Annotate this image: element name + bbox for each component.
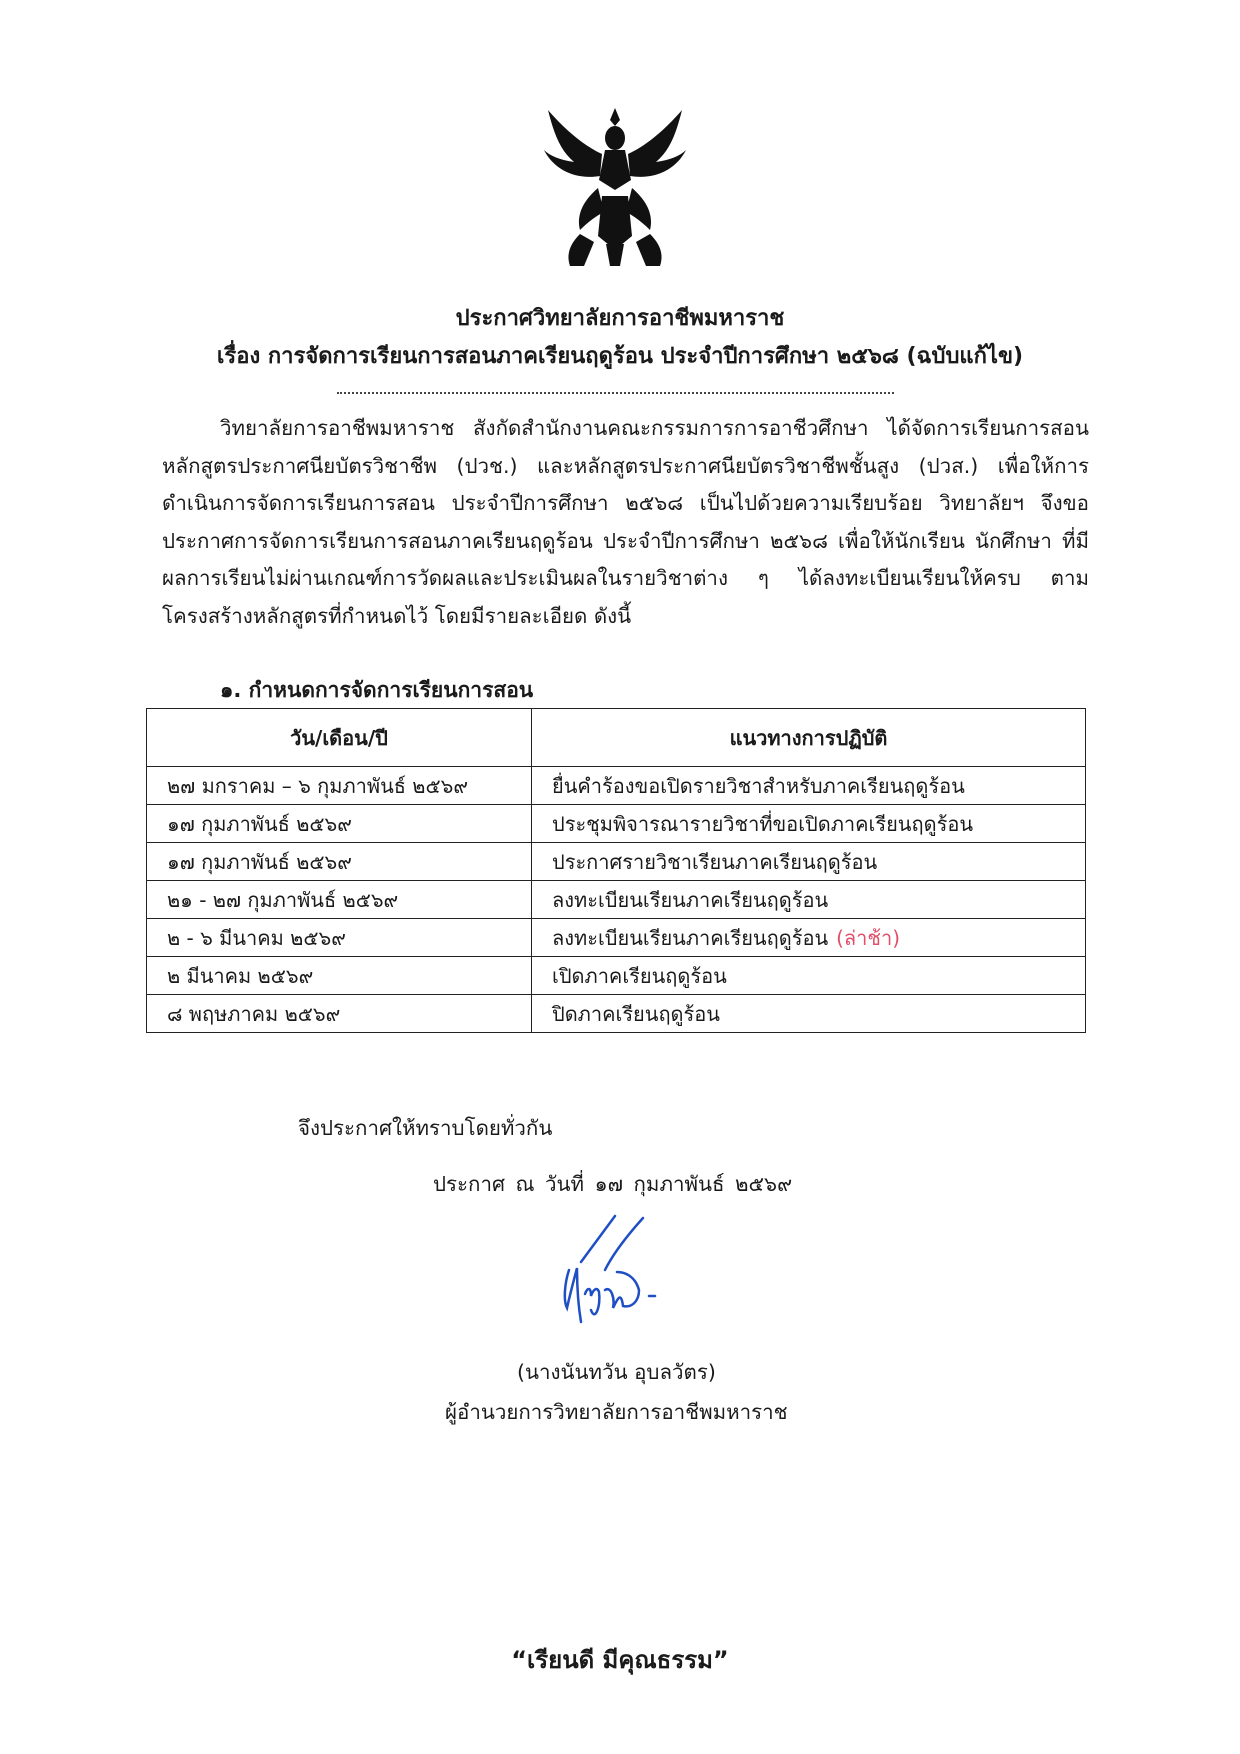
row-action-cell xyxy=(532,995,1086,1033)
row-action: ลงทะเบียนเรียนภาคเรียนฤดูร้อน xyxy=(552,925,829,950)
table-row xyxy=(147,995,1086,1033)
section-heading: ๑. กำหนดการจัดการเรียนการสอน xyxy=(220,678,534,702)
footer-motto: “เรียนดี มีคุณธรรม” xyxy=(511,1646,729,1674)
signature xyxy=(555,1210,705,1334)
table-row xyxy=(147,767,1086,805)
row-date: ๑๗ กุมภาพันธ์ ๒๕๖๙ xyxy=(147,843,532,881)
header-date: วัน/เดือน/ปี xyxy=(147,709,532,767)
announcement-title: ประกาศวิทยาลัยการอาชีพมหาราช xyxy=(455,306,785,331)
announcement-subject: เรื่อง การจัดการเรียนการสอนภาคเรียนฤดูร้อน ประจำปีการศึกษา ๒๕๖๘ (ฉบับแก้ไข) xyxy=(216,344,1024,369)
row-action: ประชุมพิจารณารายวิชาที่ขอเปิดภาคเรียนฤดูร้อน xyxy=(552,811,973,836)
garuda-emblem-icon xyxy=(540,104,690,274)
announcement-date: ประกาศ ณ วันที่ ๑๗ กุมภาพันธ์ ๒๕๖๙ xyxy=(433,1172,793,1196)
row-action: ปิดภาคเรียนฤดูร้อน xyxy=(552,1001,720,1026)
dotted-divider xyxy=(337,392,894,394)
late-note: (ล่าช้า) xyxy=(836,925,901,950)
schedule-table xyxy=(146,708,1086,1033)
closing-statement: จึงประกาศให้ทราบโดยทั่วกัน xyxy=(298,1116,553,1140)
signer-position: ผู้อำนวยการวิทยาลัยการอาชีพมหาราช xyxy=(445,1400,788,1424)
table-row xyxy=(147,919,1086,957)
row-action-cell xyxy=(532,767,1086,805)
body-paragraph: วิทยาลัยการอาชีพมหาราช สังกัดสำนักงานคณะกรรมการการอาชีวศึกษา ได้จัดการเรียนการสอน หลักสูตรประกาศนียบัตรวิชาชีพ (ปวช.) และหลักสูตรประกาศนียบัตรวิชาชีพชั้นสูง (ปวส.) เพื่อให้การดำเนินการจัดการเรียนการสอน ประจำปีการศึกษา ๒๕๖๘ เป็นไปด้วยความเรียบร้อย วิทยาลัยฯ จึงขอประกาศการจัดการเรียนการสอนภาคเรียนฤดูร้อน ประจำปีการศึกษา ๒๕๖๘ เพื่อให้นักเรียน นักศึกษา ที่มีผลการเรียนไม่ผ่านเกณฑ์การวัดผลและประเมินผลในรายวิชาต่าง ๆ ได้ลงทะเบียนเรียนให้ครบ ตามโครงสร้างหลักสูตรที่กำหนดไว้ โดยมีรายละเอียด ดังนี้ xyxy=(162,416,1089,628)
table-row xyxy=(147,843,1086,881)
row-date: ๒ มีนาคม ๒๕๖๙ xyxy=(147,957,532,995)
row-date: ๒๗ มกราคม – ๖ กุมภาพันธ์ ๒๕๖๙ xyxy=(147,767,532,805)
table-header-row xyxy=(147,709,1086,767)
row-action: ลงทะเบียนเรียนภาคเรียนฤดูร้อน xyxy=(552,887,829,912)
row-action-cell xyxy=(532,957,1086,995)
row-action: ยื่นคำร้องขอเปิดรายวิชาสำหรับภาคเรียนฤดูร้อน xyxy=(552,773,965,798)
row-action-cell xyxy=(532,805,1086,843)
row-date: ๒๑ - ๒๗ กุมภาพันธ์ ๒๕๖๙ xyxy=(147,881,532,919)
table-row xyxy=(147,805,1086,843)
table-row xyxy=(147,881,1086,919)
table-row xyxy=(147,957,1086,995)
row-action-cell xyxy=(532,843,1086,881)
row-date: ๒ - ๖ มีนาคม ๒๕๖๙ xyxy=(147,919,532,957)
row-date: ๘ พฤษภาคม ๒๕๖๙ xyxy=(147,995,532,1033)
row-action: ประกาศรายวิชาเรียนภาคเรียนฤดูร้อน xyxy=(552,849,878,874)
row-action-cell xyxy=(532,919,1086,957)
row-action: เปิดภาคเรียนฤดูร้อน xyxy=(552,963,727,988)
signer-name: (นางนันทวัน อุบลวัตร) xyxy=(517,1360,716,1384)
row-action-cell xyxy=(532,881,1086,919)
header-action: แนวทางการปฏิบัติ xyxy=(532,709,1086,767)
row-date: ๑๗ กุมภาพันธ์ ๒๕๖๙ xyxy=(147,805,532,843)
